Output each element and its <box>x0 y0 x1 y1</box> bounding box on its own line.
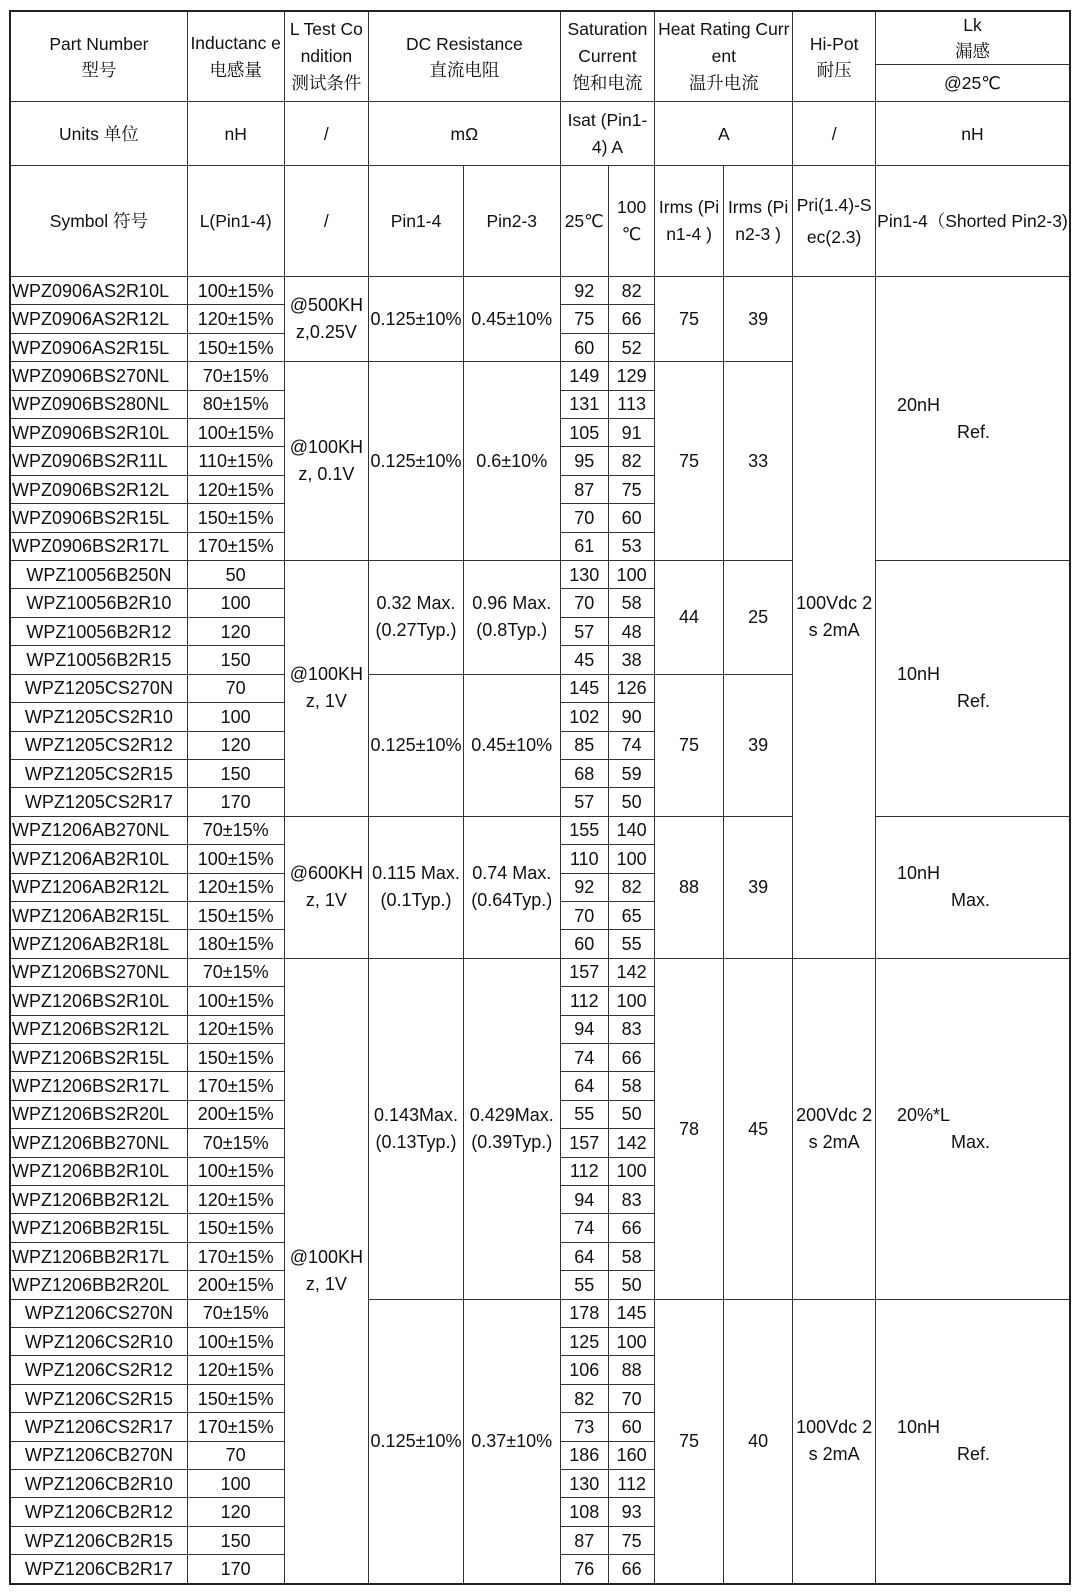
isat-100c: 112 <box>608 1470 654 1498</box>
inductance-value: 170±15% <box>187 1242 284 1270</box>
isat-100c: 58 <box>608 1242 654 1270</box>
isat-100c: 50 <box>608 1100 654 1128</box>
part-number: WPZ1206BS2R15L <box>10 1043 187 1071</box>
part-number: WPZ1206CS2R12 <box>10 1356 187 1384</box>
part-number: WPZ1206AB270NL <box>10 816 187 844</box>
isat-25c: 105 <box>560 419 608 447</box>
isat-100c: 38 <box>608 646 654 674</box>
part-number: WPZ0906BS2R17L <box>10 532 187 560</box>
inductance-value: 150±15% <box>187 333 284 361</box>
part-number: WPZ1206CB2R12 <box>10 1498 187 1526</box>
lk-value-note: Ref. <box>956 691 990 712</box>
isat-25c: 70 <box>560 901 608 929</box>
part-number: WPZ1206CB2R15 <box>10 1526 187 1554</box>
units-heat: A <box>655 102 793 166</box>
isat-25c: 60 <box>560 333 608 361</box>
table-row <box>10 958 1070 986</box>
lk-value <box>875 561 1070 817</box>
inductance-value: 70±15% <box>187 1299 284 1327</box>
isat-25c: 70 <box>560 589 608 617</box>
isat-100c: 60 <box>608 1413 654 1441</box>
part-number: WPZ1206CB270N <box>10 1441 187 1469</box>
irms-pin14: 88 <box>655 816 724 958</box>
isat-25c: 112 <box>560 1157 608 1185</box>
part-number: WPZ10056B250N <box>10 561 187 589</box>
inductance-value: 70 <box>187 1441 284 1469</box>
part-number: WPZ1205CS2R15 <box>10 759 187 787</box>
lk-value <box>875 958 1070 1299</box>
symbol-label: Symbol 符号 <box>10 166 187 277</box>
inductance-value: 120 <box>187 1498 284 1526</box>
inductance-value: 70 <box>187 674 284 702</box>
isat-100c: 82 <box>608 277 654 305</box>
isat-100c: 142 <box>608 958 654 986</box>
isat-25c: 110 <box>560 845 608 873</box>
dcr-pin14: 0.125±10% <box>369 1299 464 1584</box>
header-lk: Lk 漏感 <box>875 11 1070 65</box>
header-l-test: L Test Condition 测试条件 <box>284 11 369 102</box>
isat-25c: 157 <box>560 958 608 986</box>
part-number: WPZ10056B2R12 <box>10 617 187 645</box>
inductance-value: 170 <box>187 1555 284 1584</box>
isat-100c: 66 <box>608 1214 654 1242</box>
part-number: WPZ0906AS2R12L <box>10 305 187 333</box>
units-l-test: / <box>284 102 369 166</box>
inductance-value: 170±15% <box>187 1413 284 1441</box>
dcr-pin14: 0.32 Max. (0.27Typ.) <box>369 561 464 675</box>
irms-pin14: 75 <box>655 674 724 816</box>
header-lk-condition: @25℃ <box>875 65 1070 102</box>
isat-25c: 131 <box>560 390 608 418</box>
isat-25c: 145 <box>560 674 608 702</box>
dcr-pin23: 0.429Max. (0.39Typ.) <box>463 958 560 1299</box>
dcr-pin23: 0.45±10% <box>463 674 560 816</box>
part-number: WPZ1206BS2R20L <box>10 1100 187 1128</box>
isat-25c: 60 <box>560 930 608 958</box>
inductance-value: 70±15% <box>187 958 284 986</box>
dcr-pin23: 0.45±10% <box>463 277 560 362</box>
hipot-value: 200Vdc 2s 2mA <box>793 958 876 1299</box>
lk-value-main: 10nH <box>896 1417 940 1438</box>
part-number: WPZ0906BS2R12L <box>10 475 187 503</box>
symbol-lk: Pin1-4（Shorted Pin2-3) <box>875 166 1070 277</box>
hipot-value: 100Vdc 2s 2mA <box>793 277 876 959</box>
isat-25c: 74 <box>560 1214 608 1242</box>
dcr-pin14: 0.125±10% <box>369 674 464 816</box>
part-number: WPZ1206AB2R12L <box>10 873 187 901</box>
isat-25c: 112 <box>560 987 608 1015</box>
lk-value <box>875 816 1070 958</box>
isat-25c: 76 <box>560 1555 608 1584</box>
isat-100c: 53 <box>608 532 654 560</box>
isat-100c: 55 <box>608 930 654 958</box>
part-number: WPZ0906BS2R15L <box>10 504 187 532</box>
isat-100c: 100 <box>608 1328 654 1356</box>
inductance-value: 80±15% <box>187 390 284 418</box>
part-number: WPZ0906BS2R10L <box>10 419 187 447</box>
symbol-sat-100c: 100 ℃ <box>608 166 654 277</box>
inductance-value: 70±15% <box>187 816 284 844</box>
inductance-value: 100±15% <box>187 1157 284 1185</box>
part-number: WPZ1206AB2R10L <box>10 845 187 873</box>
dcr-pin14: 0.125±10% <box>369 362 464 561</box>
dcr-pin14: 0.115 Max. (0.1Typ.) <box>369 816 464 958</box>
isat-100c: 82 <box>608 873 654 901</box>
isat-25c: 64 <box>560 1072 608 1100</box>
inductance-value: 150±15% <box>187 1043 284 1071</box>
units-sat: Isat (Pin1-4) A <box>560 102 655 166</box>
part-number: WPZ1206BB2R15L <box>10 1214 187 1242</box>
units-inductance: nH <box>187 102 284 166</box>
isat-100c: 50 <box>608 788 654 816</box>
isat-100c: 50 <box>608 1271 654 1299</box>
lk-value-note: Ref. <box>956 421 990 442</box>
symbol-hipot: Pri(1.4)-Sec(2.3) <box>793 166 876 277</box>
table-row <box>10 277 1070 305</box>
test-condition: @100KHz, 0.1V <box>284 362 369 561</box>
isat-25c: 55 <box>560 1271 608 1299</box>
part-number: WPZ1206AB2R15L <box>10 901 187 929</box>
header-saturation-current: Saturation Current 饱和电流 <box>560 11 655 102</box>
lk-value <box>875 277 1070 561</box>
spec-body <box>10 277 1070 1585</box>
part-number: WPZ1205CS2R12 <box>10 731 187 759</box>
dcr-pin14: 0.125±10% <box>369 277 464 362</box>
inductance-value: 150±15% <box>187 504 284 532</box>
isat-25c: 130 <box>560 561 608 589</box>
inductance-value: 110±15% <box>187 447 284 475</box>
part-number: WPZ1206CS270N <box>10 1299 187 1327</box>
isat-25c: 70 <box>560 504 608 532</box>
part-number: WPZ1205CS2R17 <box>10 788 187 816</box>
inductance-value: 150 <box>187 1526 284 1554</box>
part-number: WPZ1206BB2R17L <box>10 1242 187 1270</box>
irms-pin14: 75 <box>655 362 724 561</box>
inductance-value: 100 <box>187 1470 284 1498</box>
test-condition: @100KHz, 1V <box>284 561 369 817</box>
inductance-value: 150 <box>187 646 284 674</box>
header-heat-rating: Heat Rating Current 温升电流 <box>655 11 793 102</box>
units-label: Units 单位 <box>10 102 187 166</box>
part-number: WPZ1206BS2R10L <box>10 987 187 1015</box>
inductance-value: 70±15% <box>187 362 284 390</box>
isat-25c: 82 <box>560 1384 608 1412</box>
dcr-pin23: 0.96 Max. (0.8Typ.) <box>463 561 560 675</box>
irms-pin23: 39 <box>723 816 793 958</box>
isat-100c: 113 <box>608 390 654 418</box>
inductance-value: 100±15% <box>187 987 284 1015</box>
isat-100c: 142 <box>608 1129 654 1157</box>
inductance-value: 100 <box>187 589 284 617</box>
isat-25c: 55 <box>560 1100 608 1128</box>
isat-25c: 149 <box>560 362 608 390</box>
header-part-number: Part Number 型号 <box>10 11 187 102</box>
header-dc-resistance: DC Resistance 直流电阻 <box>369 11 560 102</box>
inductance-value: 150±15% <box>187 1214 284 1242</box>
dcr-pin23: 0.37±10% <box>463 1299 560 1584</box>
symbol-irms-pin23: Irms (Pin2-3 ) <box>723 166 793 277</box>
symbol-dcr-pin23: Pin2-3 <box>463 166 560 277</box>
isat-25c: 92 <box>560 873 608 901</box>
units-hipot: / <box>793 102 876 166</box>
dcr-pin23: 0.74 Max. (0.64Typ.) <box>463 816 560 958</box>
isat-100c: 160 <box>608 1441 654 1469</box>
lk-value-note: Max. <box>950 1131 990 1152</box>
part-number: WPZ10056B2R15 <box>10 646 187 674</box>
inductance-value: 120±15% <box>187 1015 284 1043</box>
part-number: WPZ0906BS280NL <box>10 390 187 418</box>
part-number: WPZ1206CB2R10 <box>10 1470 187 1498</box>
isat-25c: 130 <box>560 1470 608 1498</box>
inductance-value: 200±15% <box>187 1271 284 1299</box>
part-number: WPZ1206CS2R17 <box>10 1413 187 1441</box>
table-row <box>10 561 1070 589</box>
table-row <box>10 1299 1070 1327</box>
units-dcr: mΩ <box>369 102 560 166</box>
isat-100c: 100 <box>608 1157 654 1185</box>
part-number: WPZ1206AB2R18L <box>10 930 187 958</box>
part-number: WPZ1206BB2R20L <box>10 1271 187 1299</box>
isat-100c: 126 <box>608 674 654 702</box>
isat-25c: 94 <box>560 1015 608 1043</box>
isat-25c: 94 <box>560 1186 608 1214</box>
table-row <box>10 816 1070 844</box>
irms-pin23: 33 <box>723 362 793 561</box>
isat-100c: 66 <box>608 1043 654 1071</box>
isat-100c: 100 <box>608 845 654 873</box>
irms-pin14: 75 <box>655 277 724 362</box>
isat-25c: 87 <box>560 1526 608 1554</box>
isat-25c: 155 <box>560 816 608 844</box>
isat-100c: 93 <box>608 1498 654 1526</box>
isat-100c: 59 <box>608 759 654 787</box>
symbol-sat-25c: 25℃ <box>560 166 608 277</box>
irms-pin23: 39 <box>723 674 793 816</box>
isat-100c: 88 <box>608 1356 654 1384</box>
isat-25c: 64 <box>560 1242 608 1270</box>
inductance-value: 120±15% <box>187 305 284 333</box>
isat-25c: 186 <box>560 1441 608 1469</box>
dcr-pin14: 0.143Max. (0.13Typ.) <box>369 958 464 1299</box>
isat-25c: 178 <box>560 1299 608 1327</box>
isat-25c: 45 <box>560 646 608 674</box>
inductance-value: 150±15% <box>187 1384 284 1412</box>
part-number: WPZ1206CS2R10 <box>10 1328 187 1356</box>
part-number: WPZ0906BS2R11L <box>10 447 187 475</box>
part-number: WPZ1206BS2R17L <box>10 1072 187 1100</box>
isat-100c: 100 <box>608 561 654 589</box>
inductance-value: 100±15% <box>187 419 284 447</box>
test-condition: @500KHz,0.25V <box>284 277 369 362</box>
isat-100c: 75 <box>608 1526 654 1554</box>
part-number: WPZ1206BB2R10L <box>10 1157 187 1185</box>
isat-100c: 60 <box>608 504 654 532</box>
isat-100c: 70 <box>608 1384 654 1412</box>
units-lk: nH <box>875 102 1070 166</box>
isat-25c: 57 <box>560 617 608 645</box>
part-number: WPZ1205CS270N <box>10 674 187 702</box>
isat-100c: 129 <box>608 362 654 390</box>
isat-25c: 75 <box>560 305 608 333</box>
isat-25c: 61 <box>560 532 608 560</box>
part-number: WPZ1206BB2R12L <box>10 1186 187 1214</box>
test-condition: @600KHz, 1V <box>284 816 369 958</box>
irms-pin14: 75 <box>655 1299 724 1584</box>
part-number: WPZ1206BB270NL <box>10 1129 187 1157</box>
isat-100c: 66 <box>608 305 654 333</box>
symbol-l-test: / <box>284 166 369 277</box>
dcr-pin23: 0.6±10% <box>463 362 560 561</box>
inductance-value: 150 <box>187 759 284 787</box>
part-number: WPZ1206CS2R15 <box>10 1384 187 1412</box>
isat-100c: 145 <box>608 1299 654 1327</box>
isat-100c: 65 <box>608 901 654 929</box>
part-number: WPZ0906BS270NL <box>10 362 187 390</box>
isat-100c: 83 <box>608 1015 654 1043</box>
isat-25c: 73 <box>560 1413 608 1441</box>
lk-value <box>875 1299 1070 1584</box>
isat-25c: 87 <box>560 475 608 503</box>
lk-value-main: 20%*L <box>896 1104 950 1125</box>
inductance-value: 120±15% <box>187 873 284 901</box>
inductance-value: 170±15% <box>187 1072 284 1100</box>
inductance-value: 150±15% <box>187 901 284 929</box>
isat-25c: 157 <box>560 1129 608 1157</box>
inductance-value: 100±15% <box>187 277 284 305</box>
part-number: WPZ1206CB2R17 <box>10 1555 187 1584</box>
irms-pin14: 44 <box>655 561 724 675</box>
lk-value-main: 20nH <box>896 394 940 415</box>
isat-100c: 83 <box>608 1186 654 1214</box>
inductance-value: 120 <box>187 731 284 759</box>
isat-25c: 74 <box>560 1043 608 1071</box>
inductance-value: 70±15% <box>187 1129 284 1157</box>
part-number: WPZ1205CS2R10 <box>10 703 187 731</box>
hipot-value: 100Vdc 2s 2mA <box>793 1299 876 1584</box>
isat-100c: 75 <box>608 475 654 503</box>
isat-100c: 140 <box>608 816 654 844</box>
irms-pin23: 45 <box>723 958 793 1299</box>
symbol-dcr-pin14: Pin1-4 <box>369 166 464 277</box>
isat-25c: 102 <box>560 703 608 731</box>
inductance-value: 120 <box>187 617 284 645</box>
isat-100c: 91 <box>608 419 654 447</box>
isat-100c: 74 <box>608 731 654 759</box>
isat-100c: 58 <box>608 1072 654 1100</box>
inductance-value: 120±15% <box>187 1356 284 1384</box>
lk-value-main: 10nH <box>896 664 940 685</box>
part-number: WPZ10056B2R10 <box>10 589 187 617</box>
isat-25c: 95 <box>560 447 608 475</box>
inductance-value: 120±15% <box>187 1186 284 1214</box>
irms-pin23: 25 <box>723 561 793 675</box>
part-number: WPZ1206BS2R12L <box>10 1015 187 1043</box>
inductance-value: 100 <box>187 703 284 731</box>
isat-100c: 82 <box>608 447 654 475</box>
isat-25c: 68 <box>560 759 608 787</box>
irms-pin23: 40 <box>723 1299 793 1584</box>
symbol-inductance: L(Pin1-4) <box>187 166 284 277</box>
inductance-value: 170±15% <box>187 532 284 560</box>
isat-100c: 90 <box>608 703 654 731</box>
isat-25c: 108 <box>560 1498 608 1526</box>
isat-25c: 106 <box>560 1356 608 1384</box>
inductance-value: 100±15% <box>187 1328 284 1356</box>
irms-pin23: 39 <box>723 277 793 362</box>
irms-pin14: 78 <box>655 958 724 1299</box>
inductance-value: 100±15% <box>187 845 284 873</box>
lk-value-note: Max. <box>950 890 990 911</box>
part-number: WPZ0906AS2R10L <box>10 277 187 305</box>
lk-value-note: Ref. <box>956 1444 990 1465</box>
isat-25c: 85 <box>560 731 608 759</box>
isat-100c: 58 <box>608 589 654 617</box>
inductance-value: 120±15% <box>187 475 284 503</box>
header-inductance: Inductanc e 电感量 <box>187 11 284 102</box>
isat-100c: 66 <box>608 1555 654 1584</box>
inductance-value: 200±15% <box>187 1100 284 1128</box>
inductance-value: 180±15% <box>187 930 284 958</box>
isat-100c: 48 <box>608 617 654 645</box>
test-condition: @100KHz, 1V <box>284 958 369 1584</box>
symbol-irms-pin14: Irms (Pin1-4 ) <box>655 166 724 277</box>
lk-value-main: 10nH <box>896 863 940 884</box>
part-number: WPZ1206BS270NL <box>10 958 187 986</box>
part-number: WPZ0906AS2R15L <box>10 333 187 361</box>
isat-25c: 57 <box>560 788 608 816</box>
isat-100c: 100 <box>608 987 654 1015</box>
header-hipot: Hi-Pot 耐压 <box>793 11 876 102</box>
isat-100c: 52 <box>608 333 654 361</box>
spec-table <box>9 10 1071 1585</box>
isat-25c: 92 <box>560 277 608 305</box>
inductance-value: 170 <box>187 788 284 816</box>
inductance-value: 50 <box>187 561 284 589</box>
isat-25c: 125 <box>560 1328 608 1356</box>
